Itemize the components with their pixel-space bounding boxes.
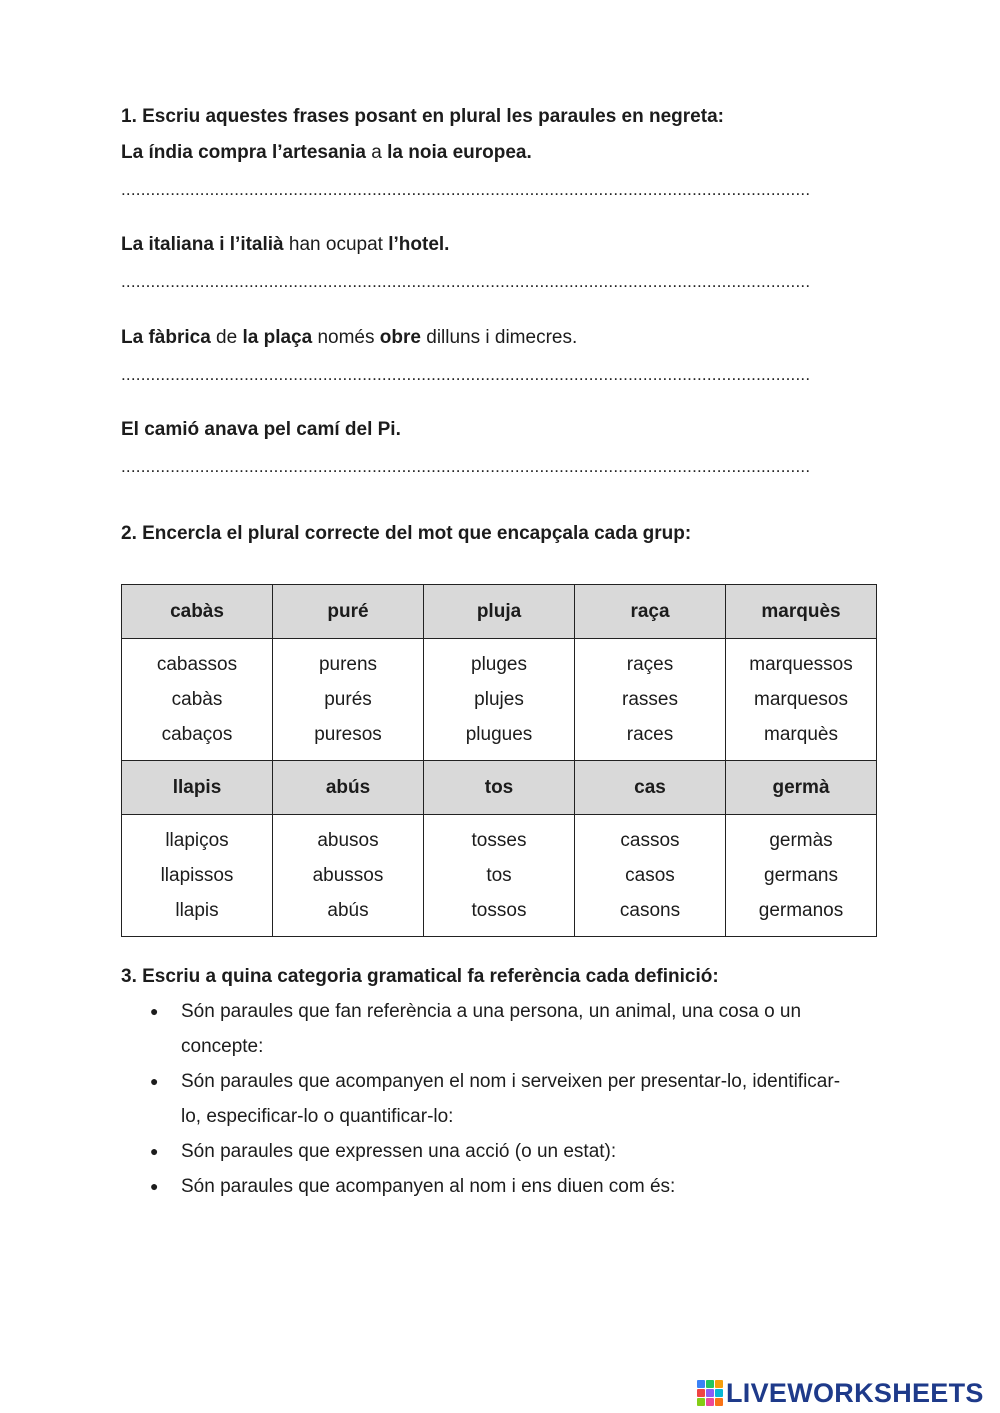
options-cell <box>424 815 575 937</box>
options-cell <box>424 639 575 761</box>
group-word: cas <box>575 761 726 815</box>
logo-mark-icon <box>697 1380 723 1406</box>
plural-option[interactable]: germàs <box>769 830 833 851</box>
liveworksheets-logo[interactable] <box>697 1378 984 1408</box>
definition-item: ● Són paraules que expressen una acció (o un estat): <box>150 1134 850 1169</box>
group-word: marquès <box>726 585 877 639</box>
plural-option[interactable]: puresos <box>314 724 382 745</box>
answer-line-1[interactable]: ............................................................................................................................................ <box>121 180 811 199</box>
table-header-row <box>122 761 877 815</box>
group-word: pluja <box>424 585 575 639</box>
options-cell <box>575 815 726 937</box>
answer-line-3[interactable]: ............................................................................................................................................ <box>121 365 811 384</box>
plural-option[interactable]: casons <box>619 900 681 921</box>
exercise-2-heading: 2. Encercla el plural correcte del mot que encapçala cada grup: <box>121 523 692 544</box>
plural-option[interactable]: germanos <box>758 900 844 921</box>
group-word: tos <box>424 761 575 815</box>
options-cell <box>273 815 424 937</box>
plural-option[interactable]: purés <box>324 689 372 710</box>
plural-option[interactable]: rasses <box>622 689 678 710</box>
plural-option[interactable]: plujes <box>474 689 524 710</box>
plural-option[interactable]: abús <box>327 900 369 921</box>
options-cell <box>273 639 424 761</box>
options-cell <box>122 815 273 937</box>
sentence-3: La fàbrica de la plaça només obre dilluns i dimecres. <box>121 327 578 348</box>
plural-option[interactable]: cabassos <box>156 654 238 675</box>
plural-option[interactable]: llapis <box>175 900 219 921</box>
sentence-4: El camió anava pel camí del Pi. <box>121 419 401 440</box>
options-cell <box>726 639 877 761</box>
plural-option[interactable]: abusos <box>317 830 379 851</box>
plural-table <box>121 584 877 937</box>
group-word: germà <box>726 761 877 815</box>
plural-option[interactable]: tos <box>486 865 512 886</box>
sentence-1: La índia compra l’artesania a la noia europea. <box>121 142 532 163</box>
table-options-row <box>122 639 877 761</box>
plural-option[interactable]: cabàs <box>171 689 223 710</box>
plural-option[interactable]: germans <box>764 865 838 886</box>
table-header-row <box>122 585 877 639</box>
definition-item: ● Són paraules que acompanyen al nom i ens diuen com és: <box>150 1169 850 1204</box>
options-cell <box>726 815 877 937</box>
definition-item: ● Són paraules que acompanyen el nom i serveixen per presentar-lo, identificar-lo, especificar-lo o quantificar-lo: <box>150 1064 850 1134</box>
group-word: cabàs <box>122 585 273 639</box>
plural-option[interactable]: races <box>626 724 674 745</box>
table-options-row <box>122 815 877 937</box>
answer-line-4[interactable]: ............................................................................................................................................ <box>121 457 811 476</box>
plural-option[interactable]: cassos <box>620 830 680 851</box>
plural-option[interactable]: casos <box>625 865 675 886</box>
plural-option[interactable]: tossos <box>471 900 527 921</box>
definitions-list <box>150 994 850 1204</box>
group-word: puré <box>273 585 424 639</box>
plural-option[interactable]: llapiços <box>165 830 229 851</box>
group-word: abús <box>273 761 424 815</box>
plural-option[interactable]: raçes <box>626 654 674 675</box>
bullet-icon: ● <box>150 1003 159 1019</box>
group-word: llapis <box>122 761 273 815</box>
exercise-1-heading: 1. Escriu aquestes frases posant en plural les paraules en negreta: <box>121 106 724 127</box>
sentence-2: La italiana i l’italià han ocupat l’hotel. <box>121 234 450 255</box>
plural-option[interactable]: abussos <box>312 865 384 886</box>
plural-option[interactable]: purens <box>318 654 378 675</box>
bullet-icon: ● <box>150 1073 159 1089</box>
plural-option[interactable]: marquès <box>764 724 838 745</box>
plural-option[interactable]: marquesos <box>754 689 848 710</box>
definition-item: ● Són paraules que fan referència a una persona, un animal, una cosa o un concepte: <box>150 994 850 1064</box>
options-cell <box>575 639 726 761</box>
plural-option[interactable]: tosses <box>471 830 527 851</box>
plural-option[interactable]: llapissos <box>160 865 234 886</box>
bullet-icon: ● <box>150 1178 159 1194</box>
logo-text: LIVEWORKSHEETS <box>726 1377 984 1408</box>
exercise-3-heading: 3. Escriu a quina categoria gramatical fa referència cada definició: <box>121 966 719 987</box>
options-cell <box>122 639 273 761</box>
bullet-icon: ● <box>150 1143 159 1159</box>
plural-option[interactable]: marquessos <box>749 654 853 675</box>
plural-option[interactable]: plugues <box>465 724 533 745</box>
plural-option[interactable]: cabaços <box>161 724 233 745</box>
group-word: raça <box>575 585 726 639</box>
answer-line-2[interactable]: ............................................................................................................................................ <box>121 272 811 291</box>
plural-option[interactable]: pluges <box>471 654 527 675</box>
